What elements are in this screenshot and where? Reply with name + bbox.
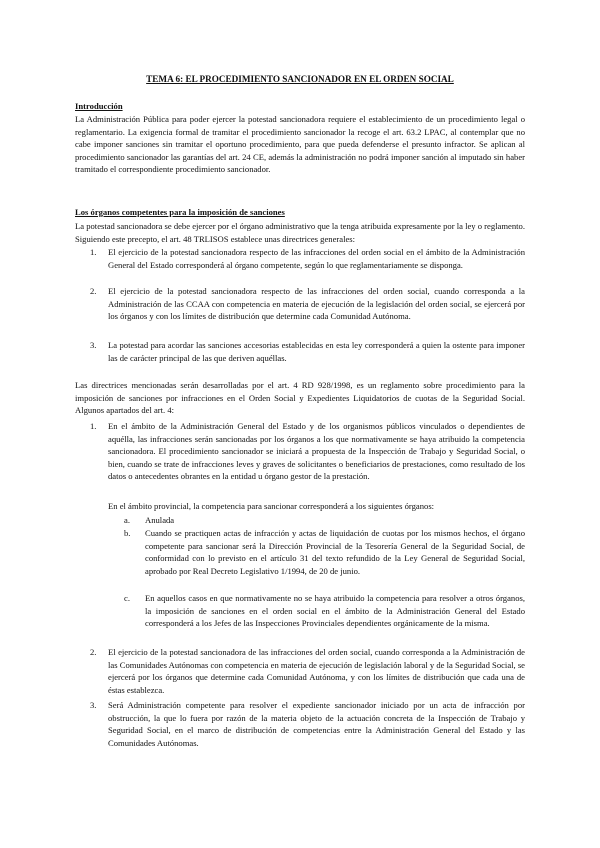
organos-heading: Los órganos competentes para la imposición de sanciones [75, 207, 285, 217]
directrices-list-item [90, 420, 525, 483]
organos-list-item [90, 339, 525, 364]
list-item-text: El ejercicio de la potestad sancionadora respecto de las infracciones del orden social en el ámbito de la Administración General del Estado corresponderá al órgano competente, según lo que reglamentariamente se disponga. [108, 247, 525, 270]
sub-intro-text: En el ámbito provincial, la competencia para sancionar corresponderá a los siguientes órganos: [108, 501, 435, 511]
list-item-text: Será Administración competente para resolver el expediente sancionador iniciado por un acta de infracción por obstrucción, la que lo fuera por razón de la materia objeto de la actuación concreta de la Inspección de Trabajo y Seguridad Social, en el marco de distribución de competencias entre la Administración General del Estado y las Comunidades Autónomas. [108, 700, 525, 748]
sub-letter: a. [124, 515, 130, 525]
directrices-list-item [90, 699, 525, 749]
intro-heading: Introducción [75, 101, 123, 111]
organos-list-item [90, 285, 525, 323]
directrices-paragraph: Las directrices mencionadas serán desarrolladas por el art. 4 RD 928/1998, es un reglamento sobre procedimiento para la imposición de sanciones por infracciones en el Orden Social y Expedientes Liquidatorios de cuotas de la Seguridad Social. Algunos apartados del art. 4: [75, 380, 525, 416]
sub-item-text: En aquellos casos en que normativamente no se haya atribuido la competencia para resolver a otros órganos, la imposición de sanciones en el orden social en el ámbito de la Administración General del Estado corresponderá a los Jefes de las Inspecciones Provinciales dependientes orgánicamente de la misma. [145, 593, 525, 629]
list-item-text: El ejercicio de la potestad sancionadora de las infracciones del orden social, cuando corresponda a la Administración de las Comunidades Autónomas con competencia en materia de ejecución de legislación laboral y de la Seguridad Social, se ejercerá por los órganos que determine cada Comunidad Autónoma, y con los límites de distribución que cada una de éstas establezca. [108, 647, 525, 695]
organos-paragraph: La potestad sancionadora se debe ejercer por el órgano administrativo que la tenga atribuida expresamente por la ley o reglamento. Siguiendo este precepto, el art. 48 TRLISOS establece unas directrices generales: [75, 221, 525, 244]
list-number: 3. [90, 340, 97, 350]
sub-list-item [124, 592, 525, 630]
list-number: 2. [90, 647, 97, 657]
intro-paragraph: La Administración Pública para poder ejercer la potestad sancionadora requiere el establecimiento de un procedimiento legal o reglamentario. La exigencia formal de tramitar el procedimiento sancionador la recoge el art. 63.2 LPAC, al contemplar que no cabe imponer sanciones sin tramitar el oportuno procedimiento, para que pueda defenderse el presunto infractor. Se aplican al procedimiento sancionador las garantías del art. 24 CE, además la administración no podrá imponer sanción al imputado sin haber tramitado el correspondiente procedimiento sancionador. [75, 114, 525, 175]
sub-letter: c. [124, 593, 130, 603]
list-item-text: El ejercicio de la potestad sancionadora respecto de las infracciones del orden social, cuando corresponda a la Administración de las CCAA con competencia en materia de ejecución de la legislación del orden social, se ejercerá por los órganos y con los límites de distribución que determine cada Comunidad Autónoma. [108, 286, 525, 322]
sub-list-item [124, 514, 525, 527]
sub-item-text: Cuando se practiquen actas de infracción y actas de liquidación de cuotas por los mismos hechos, el órgano competente para sancionar será la Dirección Provincial de la Tesorería General de la Seguridad Social, de conformidad con lo previsto en el artículo 31 del texto refundido de la Ley General de Seguridad Social, aprobado por Real Decreto Legislativo 1/1994, de 20 de junio. [145, 528, 525, 576]
sub-letter: b. [124, 528, 131, 538]
list-number: 2. [90, 286, 97, 296]
sub-list-item [124, 527, 525, 577]
list-item-text: En el ámbito de la Administración General del Estado y de los organismos públicos vinculados o dependientes de aquélla, las infracciones serán sancionadas por los órganos a los que normativamente se haya atribuido la competencia sancionadora. El procedimiento sancionador se iniciará a propuesta de la Inspección de Trabajo y Seguridad Social, o bien, cuando se trate de infracciones leves y graves de solicitantes o beneficiarios de prestaciones, como resultado de los datos o antecedentes obrantes en la entidad u órgano gestor de la prestación. [108, 421, 525, 482]
directrices-list-item [90, 646, 525, 696]
list-number: 3. [90, 700, 97, 710]
sub-item-text: Anulada [145, 515, 175, 525]
list-number: 1. [90, 247, 97, 257]
document-title: TEMA 6: EL PROCEDIMIENTO SANCIONADOR EN EL ORDEN SOCIAL [146, 74, 454, 84]
list-item-text: La potestad para acordar las sanciones accesorias establecidas en esta ley corresponderá a quien la ostente para imponer las de carácter principal de las que deriven aquéllas. [108, 340, 525, 363]
list-number: 1. [90, 421, 97, 431]
organos-list-item [90, 246, 525, 271]
